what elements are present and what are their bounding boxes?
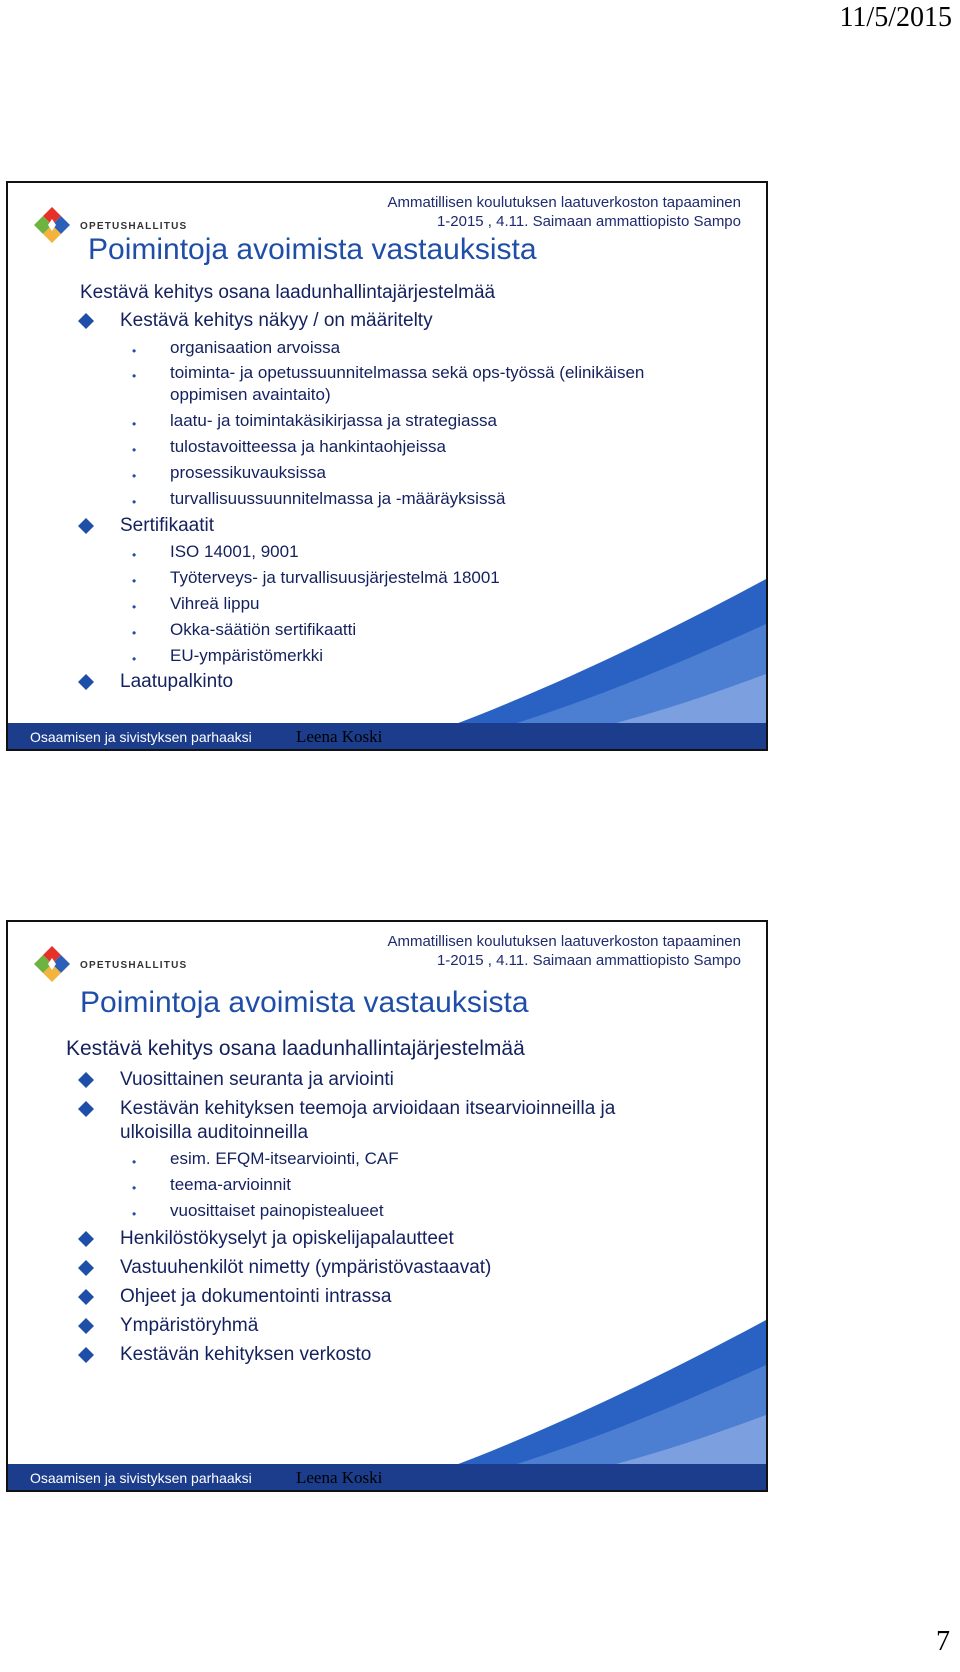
footer-slogan: Osaamisen ja sivistyksen parhaaksi bbox=[30, 1470, 252, 1486]
sub-bullet-text: ISO 14001, 9001 bbox=[170, 542, 299, 561]
slide-subtitle: Kestävä kehitys osana laadunhallintajärjestelmää bbox=[66, 1037, 525, 1060]
dot-bullet-icon: • bbox=[132, 1181, 137, 1195]
footer-slogan: Osaamisen ja sivistyksen parhaaksi bbox=[30, 729, 252, 745]
dot-bullet-icon: • bbox=[132, 369, 137, 383]
sub-bullet bbox=[132, 593, 260, 615]
sub-bullet-text: oppimisen avaintaito) bbox=[170, 385, 331, 404]
bullet bbox=[120, 1256, 491, 1280]
diamond-bullet-icon bbox=[78, 1101, 94, 1117]
bullet-text: Ympäristöryhmä bbox=[120, 1315, 259, 1336]
bullet bbox=[120, 1068, 394, 1092]
dot-bullet-icon: • bbox=[132, 344, 137, 358]
dot-bullet-icon: • bbox=[132, 600, 137, 614]
sub-bullet bbox=[132, 436, 446, 458]
diamond-bullet-icon bbox=[78, 1289, 94, 1305]
logo-mark-icon bbox=[30, 944, 74, 988]
sub-bullet-text: toiminta- ja opetussuunnitelmassa sekä ops-työssä (elinikäisen bbox=[170, 363, 645, 382]
dot-bullet-icon: • bbox=[132, 495, 137, 509]
sub-bullet-text: turvallisuussuunnitelmassa ja -määräyksissä bbox=[170, 489, 506, 508]
dot-bullet-icon: • bbox=[132, 443, 137, 457]
diamond-bullet-icon bbox=[78, 1231, 94, 1247]
slide-2 bbox=[6, 920, 768, 1492]
sub-bullet bbox=[132, 1148, 399, 1170]
bullet bbox=[120, 309, 433, 333]
diamond-bullet-icon bbox=[78, 674, 94, 690]
sub-bullet-text: Okka-säätiön sertifikaatti bbox=[170, 620, 357, 639]
sub-bullet bbox=[132, 619, 357, 641]
bullet bbox=[120, 670, 233, 694]
dot-bullet-icon: • bbox=[132, 548, 137, 562]
bullet bbox=[120, 1314, 258, 1338]
slide-1 bbox=[6, 181, 768, 751]
bullet-text: Laatupalkinto bbox=[120, 671, 234, 692]
diamond-bullet-icon bbox=[78, 1072, 94, 1088]
sub-bullet bbox=[132, 567, 500, 589]
sub-bullet bbox=[132, 645, 324, 667]
bullet-text: Kestävä kehitys näkyy / on määritelty bbox=[120, 310, 433, 331]
sub-bullet-text: tulostavoitteessa ja hankintaohjeissa bbox=[170, 437, 446, 456]
slide-title: Poimintoja avoimista vastauksista bbox=[88, 233, 537, 266]
bullet-text: Kestävän kehityksen verkosto bbox=[120, 1344, 372, 1365]
diamond-bullet-icon bbox=[78, 1318, 94, 1334]
event-header-line1: Ammatillisen koulutuksen laatuverkoston tapaaminen bbox=[387, 933, 741, 950]
diamond-bullet-icon bbox=[78, 313, 94, 329]
bullet bbox=[120, 1097, 615, 1145]
dot-bullet-icon: • bbox=[132, 574, 137, 588]
logo-text: OPETUSHALLITUS bbox=[80, 221, 188, 232]
bullet-text: Ohjeet ja dokumentointi intrassa bbox=[120, 1286, 392, 1307]
logo-mark-icon bbox=[30, 205, 74, 249]
sub-bullet-text: prosessikuvauksissa bbox=[170, 463, 326, 482]
sub-bullet-text: vuosittaiset painopistealueet bbox=[170, 1201, 384, 1220]
page-date: 11/5/2015 bbox=[839, 2, 952, 33]
event-header bbox=[387, 193, 741, 231]
slide-subtitle: Kestävä kehitys osana laadunhallintajärjestelmää bbox=[80, 282, 496, 303]
bullet bbox=[120, 1285, 391, 1309]
bullet-text: Kestävän kehityksen teemoja arvioidaan itsearvioinneilla ja bbox=[120, 1098, 616, 1119]
bullet bbox=[120, 1227, 454, 1251]
bullet bbox=[120, 1343, 371, 1367]
sub-bullet-text: organisaation arvoissa bbox=[170, 338, 341, 357]
bullet-text: Vastuuhenkilöt nimetty (ympäristövastaavat) bbox=[120, 1257, 492, 1278]
page-number: 7 bbox=[936, 1626, 950, 1657]
event-header-line2: 1-2015 , 4.11. Saimaan ammattiopisto Sampo bbox=[436, 213, 741, 230]
sub-bullet-text: teema-arvioinnit bbox=[170, 1175, 291, 1194]
dot-bullet-icon: • bbox=[132, 626, 137, 640]
event-header-line1: Ammatillisen koulutuksen laatuverkoston tapaaminen bbox=[387, 194, 741, 211]
sub-bullet-text: Vihreä lippu bbox=[170, 594, 260, 613]
dot-bullet-icon: • bbox=[132, 417, 137, 431]
diamond-bullet-icon bbox=[78, 1260, 94, 1276]
sub-bullet-text: EU-ympäristömerkki bbox=[170, 646, 324, 665]
dot-bullet-icon: • bbox=[132, 652, 137, 666]
dot-bullet-icon: • bbox=[132, 1155, 137, 1169]
sub-bullet bbox=[132, 337, 341, 359]
bullet-text: Sertifikaatit bbox=[120, 515, 214, 536]
sub-bullet bbox=[132, 410, 497, 432]
bullet-text-continuation: ulkoisilla auditoinneilla bbox=[120, 1122, 309, 1143]
sub-bullet-continuation bbox=[170, 384, 331, 406]
sub-bullet bbox=[132, 541, 299, 563]
dot-bullet-icon: • bbox=[132, 1207, 137, 1221]
sub-bullet bbox=[132, 488, 506, 510]
event-header bbox=[387, 932, 741, 970]
dot-bullet-icon: • bbox=[132, 469, 137, 483]
logo-text: OPETUSHALLITUS bbox=[80, 960, 188, 971]
sub-bullet bbox=[132, 1200, 384, 1222]
slide-title: Poimintoja avoimista vastauksista bbox=[80, 986, 529, 1019]
sub-bullet-text: laatu- ja toimintakäsikirjassa ja strategiassa bbox=[170, 411, 497, 430]
sub-bullet bbox=[132, 362, 645, 384]
bullet-text: Henkilöstökyselyt ja opiskelijapalautteet bbox=[120, 1228, 454, 1249]
bullet bbox=[120, 514, 214, 538]
bullet-text: Vuosittainen seuranta ja arviointi bbox=[120, 1069, 394, 1090]
footer-author: Leena Koski bbox=[296, 727, 383, 746]
sub-bullet-text: esim. EFQM-itsearviointi, CAF bbox=[170, 1149, 399, 1168]
event-header-line2: 1-2015 , 4.11. Saimaan ammattiopisto Sampo bbox=[436, 952, 741, 969]
diamond-bullet-icon bbox=[78, 518, 94, 534]
sub-bullet bbox=[132, 462, 326, 484]
sub-bullet-text: Työterveys- ja turvallisuusjärjestelmä 18001 bbox=[170, 568, 500, 587]
opetushallitus-logo bbox=[30, 942, 188, 990]
footer-author: Leena Koski bbox=[296, 1468, 383, 1487]
sub-bullet bbox=[132, 1174, 291, 1196]
diamond-bullet-icon bbox=[78, 1347, 94, 1363]
